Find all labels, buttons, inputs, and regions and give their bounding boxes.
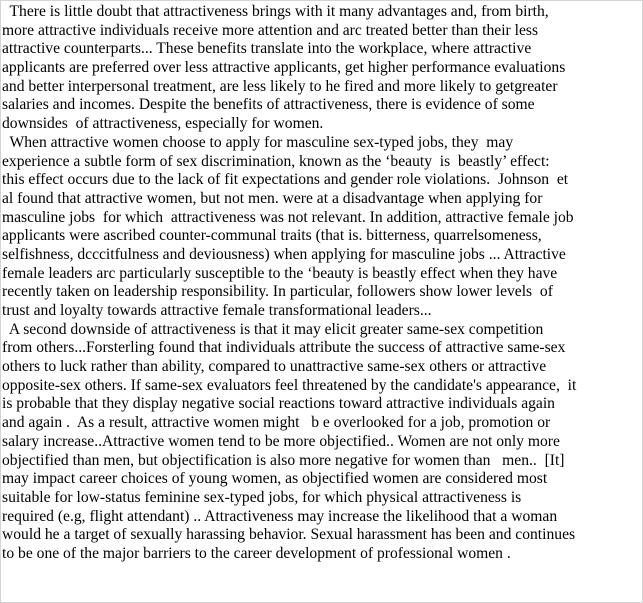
text-line: others to luck rather than ability, compared to unattractive same-sex others or attractive bbox=[2, 358, 547, 376]
text-line: and better interpersonal treatment, are less likely to he fired and more likely to getgreater bbox=[2, 77, 558, 95]
text-line: There is little doubt that attractiveness brings with it many advantages and, from birth, bbox=[2, 3, 549, 20]
text-line: salaries and incomes. Despite the benefits of attractiveness, there is evidence of some bbox=[2, 96, 535, 114]
text-line: and again . As a result, attractive women might b e overlooked for a job, promotion or bbox=[2, 414, 551, 432]
text-line: is probable that they display negative social reactions toward attractive individuals again bbox=[2, 395, 555, 413]
text-line: applicants were ascribed counter-communal traits (that is. bitterness, quarrelsomeness, bbox=[2, 227, 542, 245]
text-line: When attractive women choose to apply for masculine sex-typed jobs, they may bbox=[2, 133, 514, 151]
text-line: objectified than men, but objectification is also more negative for women than men.. [It] bbox=[2, 451, 565, 469]
text-line: may impact career choices of young women, as objectified women are considered most bbox=[2, 470, 548, 488]
text-line: from others...Forsterling found that individuals attribute the success of attractive same-sex bbox=[2, 339, 566, 357]
text-line: recently taken on leadership responsibility. In particular, followers show lower levels of bbox=[2, 283, 553, 301]
text-line: trust and loyalty towards attractive female transformational leaders... bbox=[2, 302, 432, 319]
text-line: A second downside of attractiveness is that it may elicit greater same-sex competition bbox=[2, 320, 544, 338]
text-line: downsides of attractiveness, especially for women. bbox=[2, 115, 324, 133]
text-line: suitable for low-status feminine sex-typed jobs, for which physical attractiveness is bbox=[2, 488, 522, 506]
text-line: salary increase..Attractive women tend to be more objectified.. Women are not only more bbox=[2, 432, 560, 450]
text-line: female leaders arc particularly susceptible to the ‘beauty is beastly effect when they have bbox=[2, 264, 558, 282]
text-line: this effect occurs due to the lack of fit expectations and gender role violations. Johnson et bbox=[2, 171, 569, 189]
text-line: selfishness, dcccitfulness and deviousness) when applying for masculine jobs ... Attractive bbox=[2, 245, 566, 263]
text-line: experience a subtle form of sex discrimination, known as the ‘beauty is beastly’ effect: bbox=[2, 152, 550, 170]
text-line: masculine jobs for which attractiveness was not relevant. In addition, attractive female job bbox=[2, 208, 574, 226]
text-line: would he a target of sexually harassing behavior. Sexual harassment has been and continues bbox=[2, 526, 576, 544]
document-text bbox=[2, 3, 638, 564]
text-line: more attractive individuals receive more attention and arc treated better than their less bbox=[2, 21, 539, 39]
text-line: opposite-sex others. If same-sex evaluators feel threatened by the candidate's appearance, it bbox=[2, 376, 577, 394]
text-line: required (e.g, flight attendant) .. Attractiveness may increase the likelihood that a woman bbox=[2, 507, 558, 525]
text-line: to be one of the major barriers to the career development of professional women . bbox=[2, 544, 511, 562]
text-line: applicants are preferred over less attractive applicants, get higher performance evaluations bbox=[2, 59, 566, 77]
text-line: attractive counterparts... These benefits translate into the workplace, where attractive bbox=[2, 40, 532, 58]
text-line: al found that attractive women, but not men. were at a disadvantage when applying for bbox=[2, 189, 543, 207]
